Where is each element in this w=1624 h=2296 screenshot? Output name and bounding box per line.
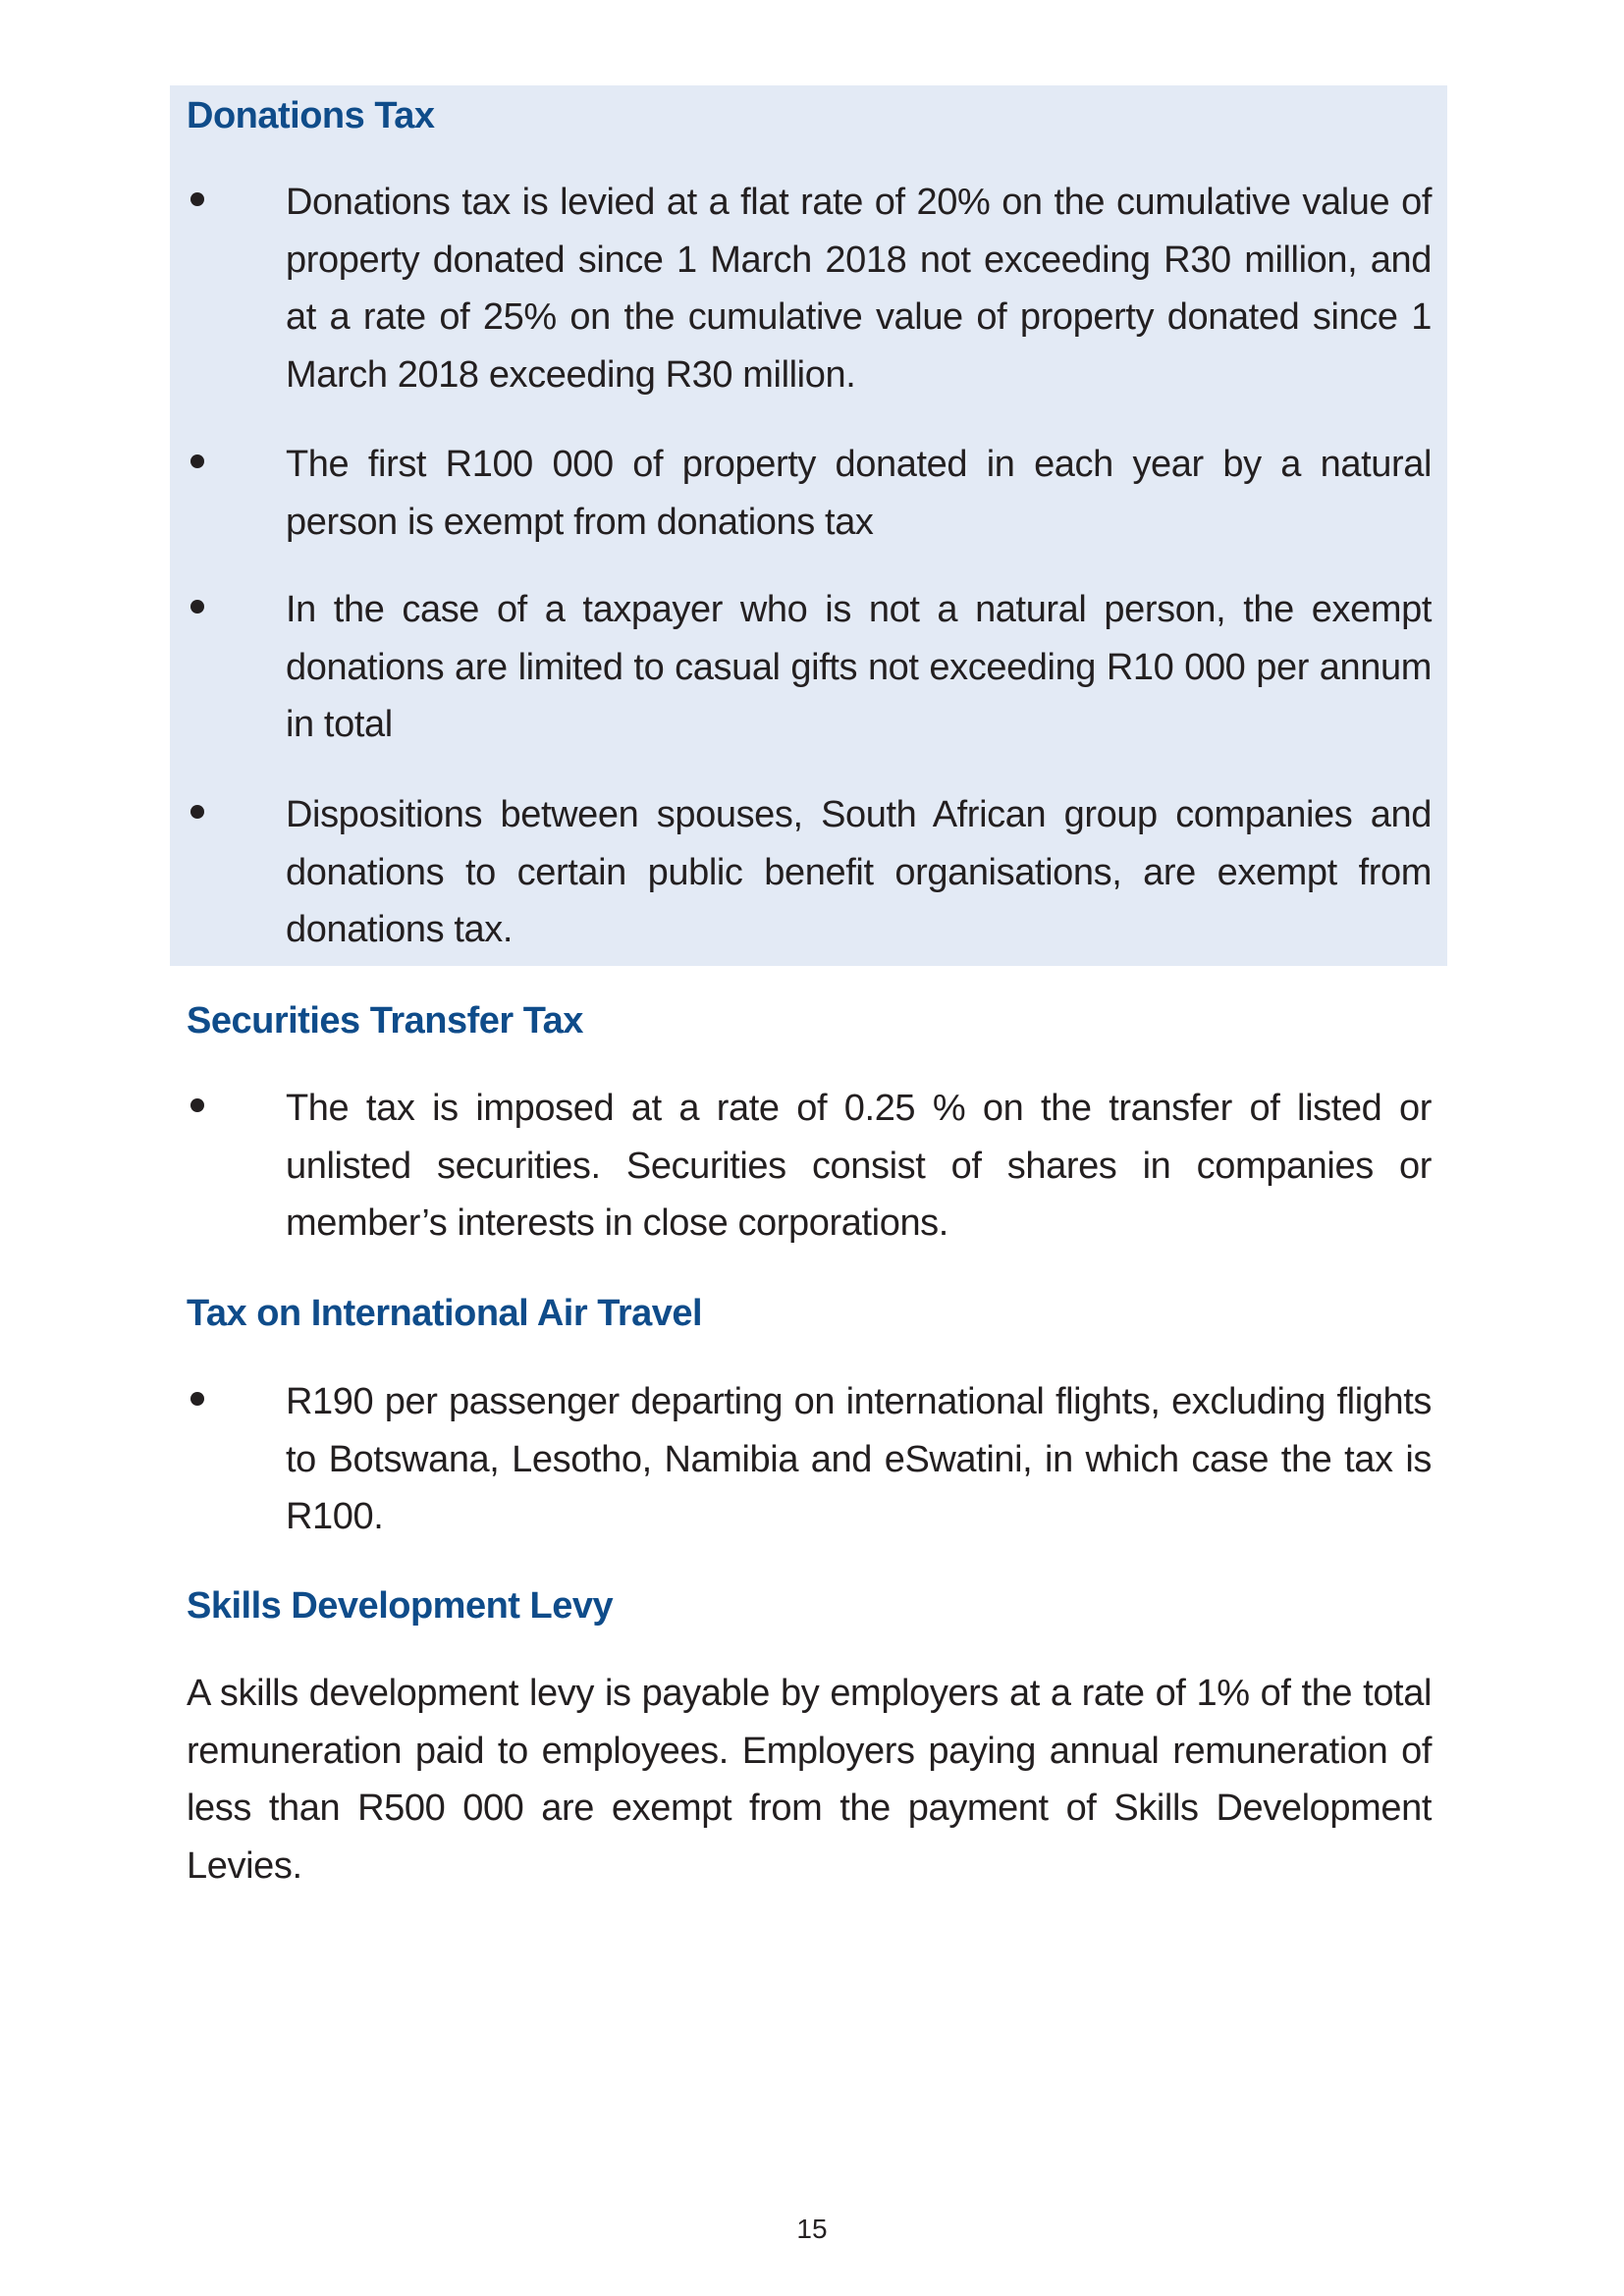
list-item — [187, 1373, 1432, 1546]
bullet-icon — [190, 454, 204, 468]
bullet-icon — [190, 1392, 204, 1406]
list-item — [187, 786, 1432, 959]
heading-international-air-travel-tax: Tax on International Air Travel — [187, 1293, 703, 1334]
page-number: 15 — [796, 2214, 828, 2244]
list-item — [187, 436, 1432, 551]
bullet-text: In the case of a taxpayer who is not a natural person, the exempt donations are limited to casual gifts not exceeding R10 000 per annum in total — [286, 589, 1432, 746]
skills-levy-paragraph: A skills development levy is payable by employers at a rate of 1% of the total remuneration paid to employees. Employers paying annual remuneration of less than R500 000 are exempt from the payment of Skills Development Levies. — [187, 1673, 1432, 1887]
heading-securities-transfer-tax: Securities Transfer Tax — [187, 1000, 583, 1041]
bullet-icon — [190, 805, 204, 819]
bullet-text: The tax is imposed at a rate of 0.25 % on the transfer of listed or unlisted securities. Securities consist of shares in companies or member’s interests in close corporations. — [286, 1088, 1432, 1245]
bullet-text: Donations tax is levied at a flat rate of 20% on the cumulative value of property donated since 1 March 2018 not exceeding R30 million, and at a rate of 25% on the cumulative value of property donated since 1 March 2018 exceeding R30 million. — [286, 182, 1432, 396]
bullet-icon — [190, 1098, 204, 1112]
list-item — [187, 174, 1432, 403]
list-item — [187, 581, 1432, 754]
bullet-icon — [190, 192, 204, 206]
bullet-text: Dispositions between spouses, South African group companies and donations to certain public benefit organisations, are exempt from donations tax. — [286, 794, 1432, 951]
heading-donations-tax: Donations Tax — [187, 95, 435, 136]
bullet-text: R190 per passenger departing on international flights, excluding flights to Botswana, Lesotho, Namibia and eSwatini, in which case the tax is R100. — [286, 1381, 1432, 1538]
bullet-icon — [190, 600, 204, 614]
list-item — [187, 1080, 1432, 1253]
bullet-text: The first R100 000 of property donated in each year by a natural person is exempt from donations tax — [286, 444, 1432, 543]
heading-skills-development-levy: Skills Development Levy — [187, 1585, 614, 1627]
